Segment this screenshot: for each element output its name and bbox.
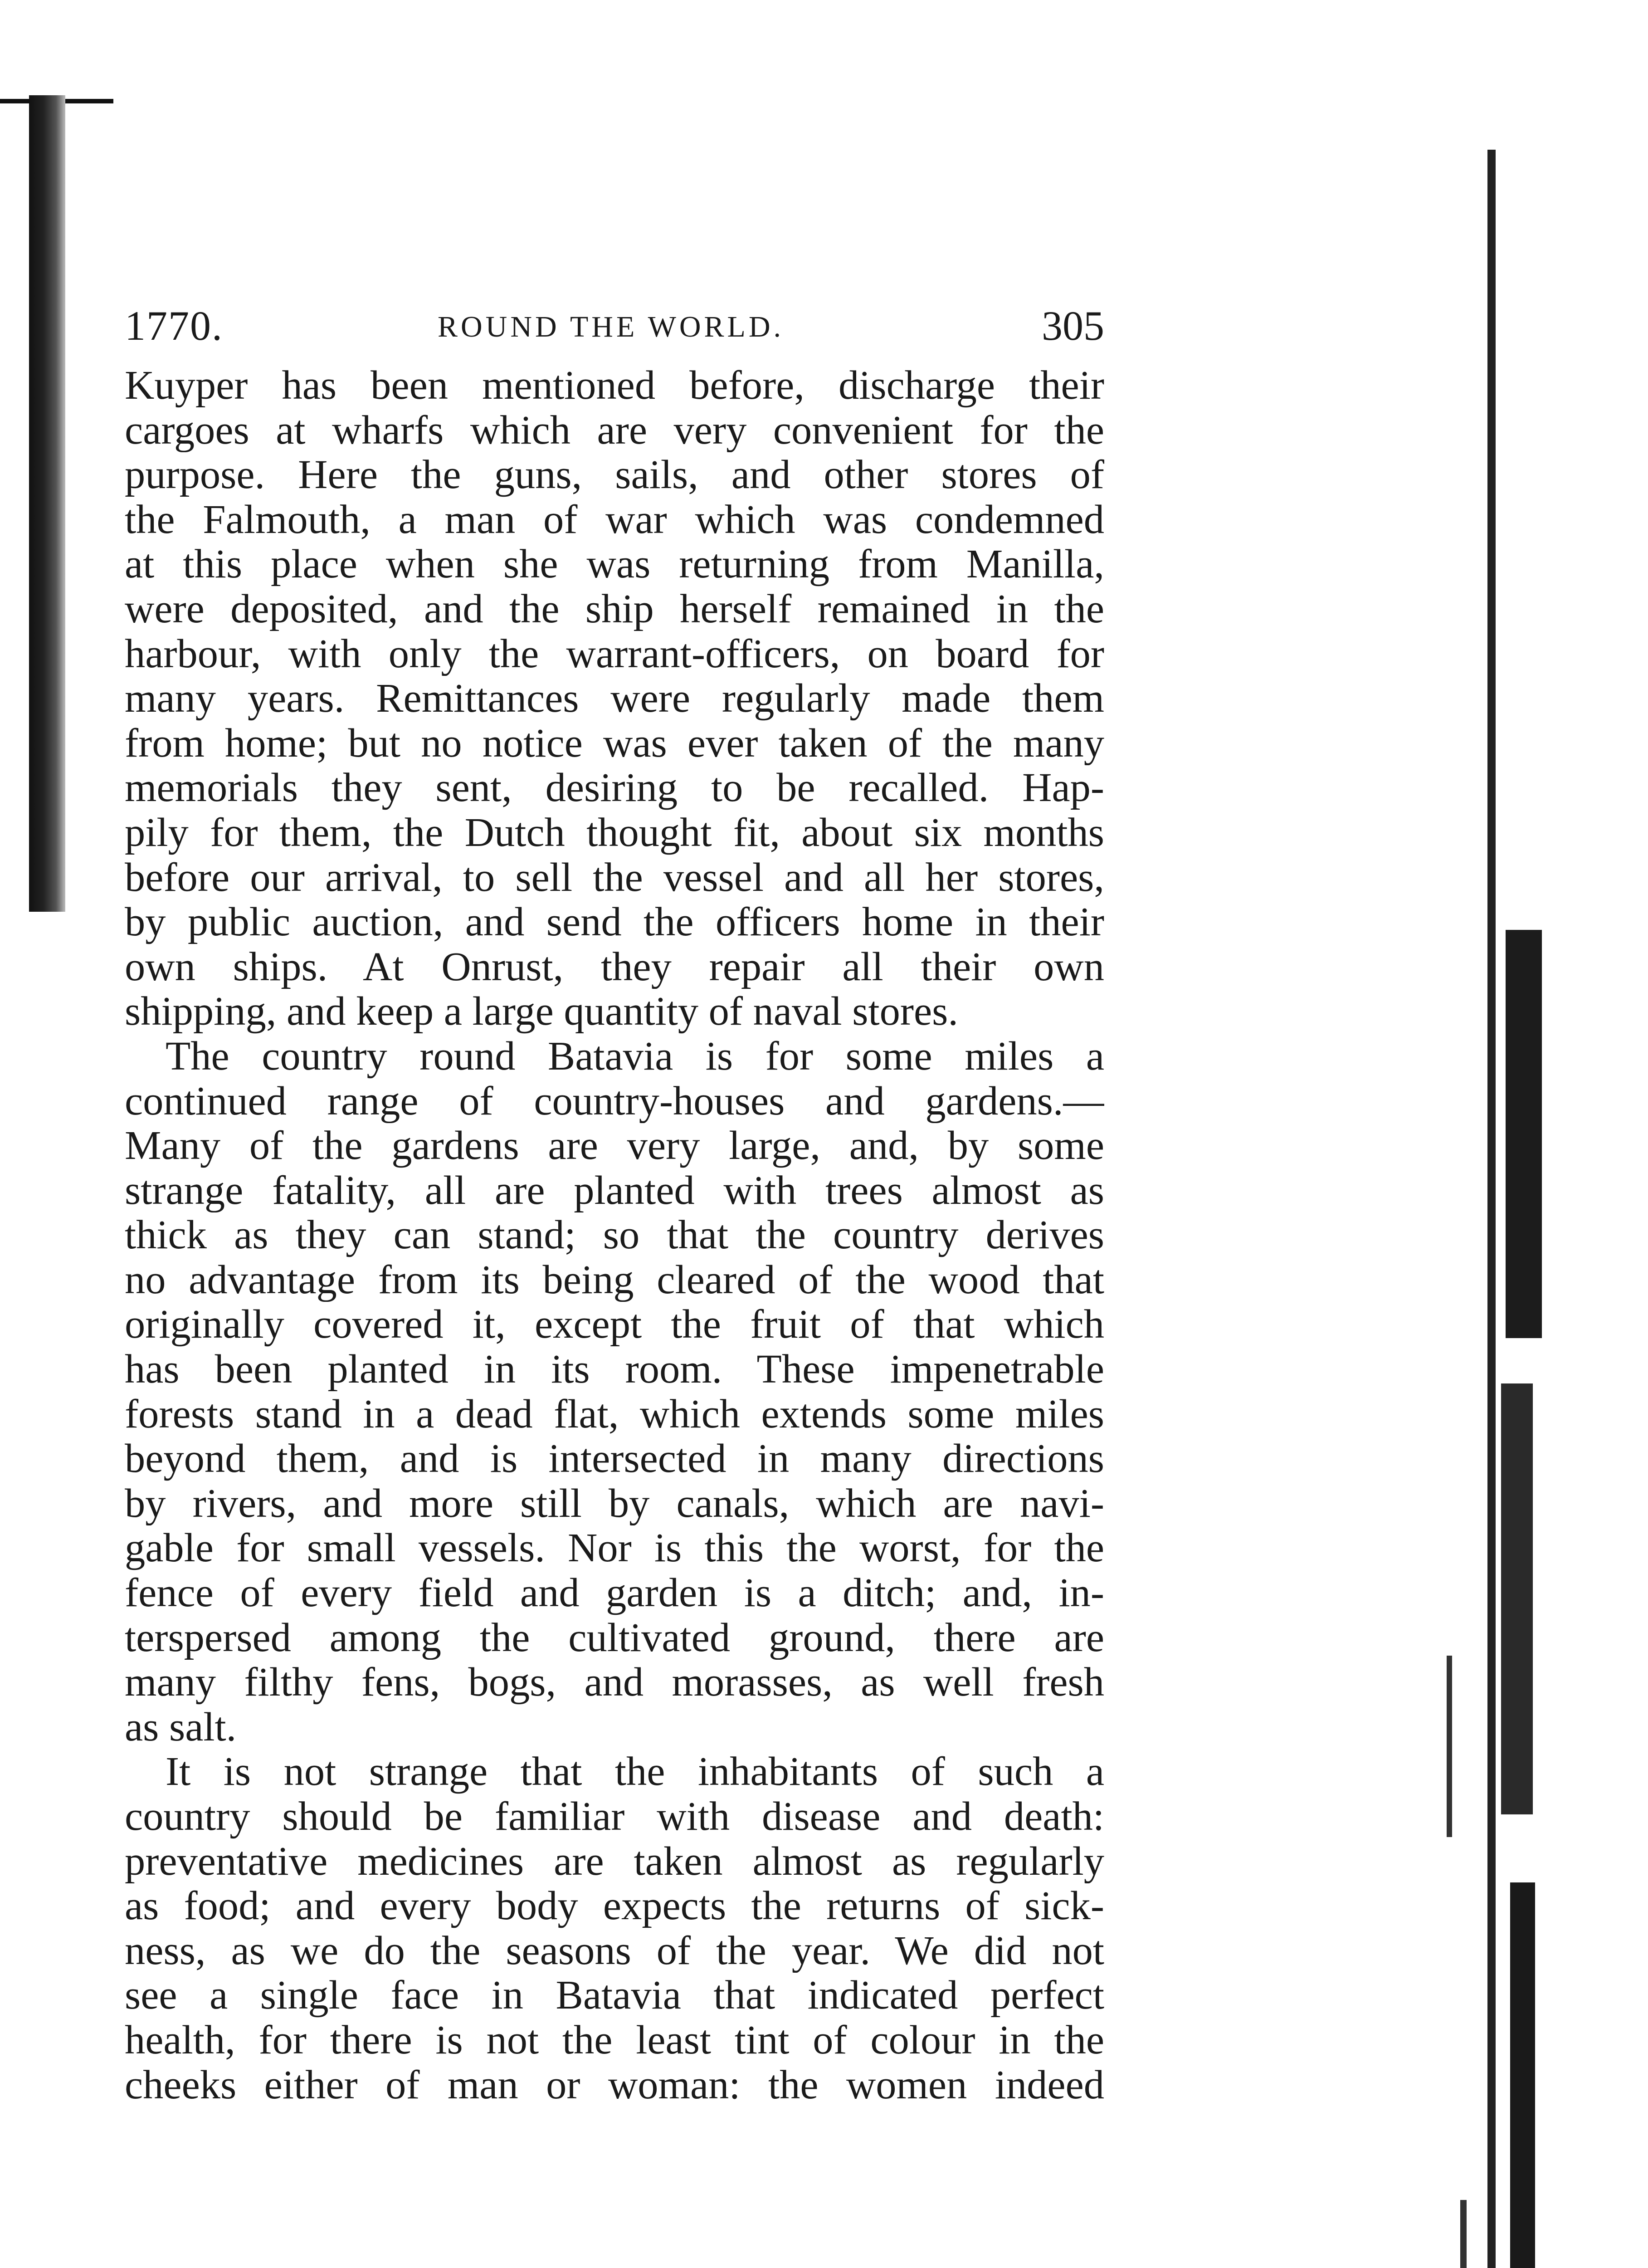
running-head-year: 1770.	[125, 303, 223, 349]
text-line: fence of every field and garden is a ditch; and, in-	[125, 1570, 1104, 1615]
text-line: at this place when she was returning from Manilla,	[125, 542, 1104, 587]
text-line: has been planted in its room. These impenetrable	[125, 1347, 1104, 1392]
text-line: by rivers, and more still by canals, which are navi-	[125, 1481, 1104, 1526]
scan-edge-left	[29, 95, 65, 912]
text-line: cheeks either of man or woman: the women indeed	[125, 2062, 1104, 2107]
running-head-title: ROUND THE WORLD.	[438, 310, 785, 343]
text-line: from home; but no notice was ever taken of the many	[125, 720, 1104, 766]
body-text	[125, 363, 1104, 2107]
text-line: cargoes at wharfs which are very convenient for the	[125, 407, 1104, 453]
text-line: originally covered it, except the fruit of that which	[125, 1302, 1104, 1347]
text-line: It is not strange that the inhabitants of such a	[166, 1749, 1104, 1794]
text-line: were deposited, and the ship herself remained in the	[125, 586, 1104, 631]
text-line: beyond them, and is intersected in many directions	[125, 1436, 1104, 1481]
text-line: health, for there is not the least tint of colour in the	[125, 2017, 1104, 2063]
text-line: country should be familiar with disease and death:	[125, 1794, 1104, 1839]
text-line: the Falmouth, a man of war which was condemned	[125, 497, 1104, 542]
text-line: many filthy fens, bogs, and morasses, as well fresh	[125, 1660, 1104, 1705]
text-line: preventative medicines are taken almost as regularly	[125, 1838, 1104, 1884]
scan-edge-right	[1419, 113, 1555, 2268]
text-line: gable for small vessels. Nor is this the worst, for the	[125, 1525, 1104, 1571]
text-line: continued range of country-houses and gardens.—	[125, 1078, 1104, 1124]
text-line: before our arrival, to sell the vessel and all her stores,	[125, 855, 1104, 900]
text-line: as salt.	[125, 1704, 237, 1750]
text-line: no advantage from its being cleared of the wood that	[125, 1257, 1104, 1302]
text-line: many years. Remittances were regularly made them	[125, 676, 1104, 721]
text-line: by public auction, and send the officers home in their	[125, 899, 1104, 944]
text-line: shipping, and keep a large quantity of naval stores.	[125, 989, 959, 1034]
text-line: purpose. Here the guns, sails, and other stores of	[125, 452, 1104, 497]
text-line: harbour, with only the warrant-officers, on board for	[125, 631, 1104, 676]
text-line: as food; and every body expects the returns of sick-	[125, 1883, 1104, 1928]
text-line: ness, as we do the seasons of the year. We did not	[125, 1928, 1104, 1973]
text-line: memorials they sent, desiring to be recalled. Hap-	[125, 765, 1104, 810]
text-line: see a single face in Batavia that indicated perfect	[125, 1973, 1104, 2018]
text-line: thick as they can stand; so that the country derives	[125, 1212, 1104, 1257]
text-line: Kuyper has been mentioned before, discharge their	[125, 363, 1104, 408]
text-line: forests stand in a dead flat, which extends some miles	[125, 1391, 1104, 1437]
text-line: The country round Batavia is for some miles a	[166, 1033, 1104, 1079]
text-line: strange fatality, all are planted with trees almost as	[125, 1168, 1104, 1213]
page-number: 305	[1042, 303, 1104, 349]
text-line: terspersed among the cultivated ground, there are	[125, 1615, 1104, 1660]
running-head	[125, 302, 1104, 352]
text-line: Many of the gardens are very large, and, by some	[125, 1123, 1104, 1168]
text-line: own ships. At Onrust, they repair all their own	[125, 944, 1104, 989]
text-line: pily for them, the Dutch thought fit, about six months	[125, 810, 1104, 855]
